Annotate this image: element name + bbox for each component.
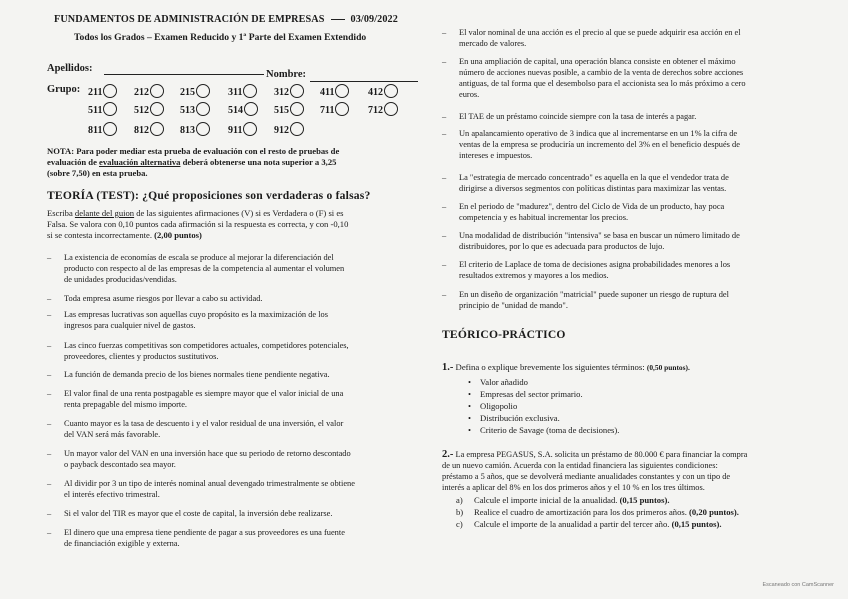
question-2-line: préstamo a 5 años, que se devolverá mediante anualidades constantes y con un tipo de <box>442 472 731 481</box>
item-text-line: El valor nominal de una acción es el precio al que se puede adquirir esa acción en el <box>459 28 741 37</box>
item-text-line: Las empresas lucrativas son aquellas cuyo propósito es la maximización de los <box>64 310 328 319</box>
item-text-line: número de acciones nuevas posible, a cambio de la venta de derechos sobre acciones <box>459 68 744 77</box>
group-option-712[interactable] <box>368 102 398 116</box>
sub-label: c) <box>456 519 463 529</box>
item-text-line: Un mayor valor del VAN en una inversión hace que su periodo de retorno descontado <box>64 449 351 458</box>
item-text-line: El criterio de Laplace de toma de decisiones asigna probabilidades menores a los <box>459 260 731 269</box>
question-2-line: interés a aplicar del 8% en los dos primeros años y el 10 % en los tres últimos. <box>442 483 705 492</box>
item-text-line: intereses e impuestos. <box>459 151 533 160</box>
question-number: 2.- <box>442 449 454 460</box>
apellidos-field[interactable] <box>104 62 264 75</box>
item-text-line: La "estrategia de mercado concentrado" es aquella en la que el vendedor trata de <box>459 173 729 182</box>
sub-points: (0,20 puntos). <box>689 507 739 517</box>
group-option-912[interactable] <box>274 122 304 136</box>
test-item <box>442 289 819 311</box>
item-text-line: competencia y es habitual incrementar los precios. <box>459 213 629 222</box>
group-code: 811 <box>88 125 103 136</box>
item-text-line: antiguas, de tal forma que el desembolso para el accionista sea lo más próximo a cero <box>459 79 746 88</box>
test-item <box>47 340 434 362</box>
apellidos-label: Apellidos: <box>47 63 93 74</box>
item-dash: – <box>47 419 52 428</box>
item-text-line: Cuanto mayor es la tasa de descuento i y el valor residual de una inversión, el valor <box>64 419 344 428</box>
term-item: • Valor añadido <box>460 376 528 388</box>
item-text-line: La función de demanda precio de los bienes normales tiene pendiente negativa. <box>64 370 330 379</box>
item-dash: – <box>47 509 52 518</box>
item-dash: – <box>47 389 52 398</box>
group-radio[interactable] <box>150 84 164 98</box>
item-text-line: mercado de valores. <box>459 39 527 48</box>
item-text-line: dirigirse a diversos segmentos con políticas distintas para maximizar las ventas. <box>459 184 727 193</box>
test-item <box>442 27 819 49</box>
group-radio[interactable] <box>196 84 210 98</box>
group-code: 512 <box>134 105 149 116</box>
group-option-513[interactable] <box>180 102 210 116</box>
group-option-813[interactable] <box>180 122 210 136</box>
group-code: 515 <box>274 105 289 116</box>
group-code: 211 <box>88 87 103 98</box>
item-dash: – <box>442 173 447 182</box>
test-item <box>47 448 434 470</box>
group-radio[interactable] <box>335 84 349 98</box>
group-option-211[interactable] <box>88 84 117 98</box>
item-dash: – <box>442 202 447 211</box>
test-item <box>47 527 434 549</box>
item-text-line: o payback descontado sea mayor. <box>64 460 176 469</box>
group-radio[interactable] <box>243 122 257 136</box>
question-2-line: de un nuevo camión. Acuerda con la entidad financiera las siguientes condiciones: <box>442 461 718 470</box>
group-option-812[interactable] <box>134 122 164 136</box>
item-text-line: ventas de la empresa se produciría un incremento del 3% en el beneficio después de <box>459 140 740 149</box>
item-text-line: Toda empresa asume riesgos por llevar a cabo su actividad. <box>64 294 263 303</box>
item-dash: – <box>442 129 447 138</box>
item-text-line: Las cinco fuerzas competitivas son competidores actuales, competidores potenciales, <box>64 341 349 350</box>
scanner-watermark: Escaneado con CamScanner <box>762 582 834 588</box>
exam-date: 03/09/2022 <box>350 14 398 25</box>
question-2-line <box>442 449 747 460</box>
item-dash: – <box>442 57 447 66</box>
item-dash: – <box>47 370 52 379</box>
item-text-line: distribuidores, por lo que es adecuada para productos de lujo. <box>459 242 665 251</box>
item-text-line: En un diseño de organización "matricial" puede suponer un riesgo de ruptura del <box>459 290 729 299</box>
term-item: • Criterio de Savage (toma de decisiones). <box>460 424 619 436</box>
group-radio[interactable] <box>290 102 304 116</box>
sub-points: (0,15 puntos). <box>619 495 670 505</box>
group-option-312[interactable] <box>274 84 304 98</box>
test-item <box>47 508 434 519</box>
test-item <box>47 388 434 410</box>
sub-points: (0,15 puntos). <box>671 519 722 529</box>
group-option-412[interactable] <box>368 84 398 98</box>
item-text-line: proveedores, clientes y productos sustitutivos. <box>64 352 219 361</box>
item-text-line: En el periodo de "madurez", dentro del Ciclo de Vida de un producto, hay poca <box>459 202 725 211</box>
item-text-line: Una modalidad de distribución "intensiva" se basa en buscar un número limitado de <box>459 231 740 240</box>
group-code: 212 <box>134 87 149 98</box>
sub-text: Realice el cuadro de amortización para los dos primeros años. <box>474 507 690 517</box>
exam-title: FUNDAMENTOS DE ADMINISTRACIÓN DE EMPRESAS 03/09/2022 <box>54 14 398 25</box>
group-radio[interactable] <box>243 84 257 98</box>
item-text-line: El TAE de un préstamo coincide siempre con la tasa de interés a pagar. <box>459 112 697 121</box>
item-dash: – <box>47 449 52 458</box>
item-dash: – <box>442 112 447 121</box>
item-dash: – <box>47 528 52 537</box>
term-item: • Empresas del sector primario. <box>460 388 583 400</box>
group-option-711[interactable] <box>320 102 349 116</box>
group-code: 215 <box>180 87 195 98</box>
exam-subtitle: Todos los Grados – Examen Reducido y 1ª Parte del Examen Extendido <box>74 32 367 43</box>
item-text-line: ingresos para cualquier nivel de gastos. <box>64 321 196 330</box>
item-text-line: del VAN será más favorable. <box>64 430 161 439</box>
term-item: • Oligopolio <box>460 400 517 412</box>
item-text-line: En una ampliación de capital, una operación blanca consiste en obtener el máximo <box>459 57 736 66</box>
group-option-512[interactable] <box>134 102 164 116</box>
group-option-911[interactable] <box>228 122 257 136</box>
item-text-line: euros. <box>459 90 480 99</box>
group-code: 412 <box>368 87 383 98</box>
group-option-514[interactable] <box>228 102 258 116</box>
group-radio[interactable] <box>103 122 117 136</box>
item-text-line: renta prepagable del mismo importe. <box>64 400 188 409</box>
group-option-311[interactable] <box>228 84 257 98</box>
group-option-515[interactable] <box>274 102 304 116</box>
group-radio[interactable] <box>196 102 210 116</box>
group-option-811[interactable] <box>88 122 117 136</box>
item-dash: – <box>47 479 52 488</box>
group-code: 511 <box>88 105 103 116</box>
sub-question <box>448 495 669 506</box>
teoria-heading: TEORÍA (TEST): ¿Qué proposiciones son verdaderas o falsas? <box>47 189 371 202</box>
item-dash: – <box>47 253 52 262</box>
item-text-line: La existencia de economías de escala se produce al mejorar la diferenciación del <box>64 253 334 262</box>
item-text-line: El valor final de una renta postpagable es siempre mayor que el valor inicial de una <box>64 389 344 398</box>
group-code: 911 <box>228 125 243 136</box>
test-item <box>47 309 434 331</box>
nombre-label: Nombre: <box>266 69 307 80</box>
practico-heading: TEÓRICO-PRÁCTICO <box>442 328 566 341</box>
group-code: 312 <box>274 87 289 98</box>
group-radio[interactable] <box>384 102 398 116</box>
sub-text: Calcule el importe de la anualidad a partir del tercer año. <box>474 519 672 529</box>
group-radio[interactable] <box>244 102 258 116</box>
test-item <box>442 259 819 281</box>
item-text-line: Si el valor del TIR es mayor que el coste de capital, la inversión debe realizarse. <box>64 509 333 518</box>
term-item: • Distribución exclusiva. <box>460 412 560 424</box>
item-dash: – <box>442 231 447 240</box>
test-item <box>442 201 819 223</box>
test-item <box>442 230 819 252</box>
group-radio[interactable] <box>150 102 164 116</box>
item-text-line: El dinero que una empresa tiene pendiente de pagar a sus proveedores es una fuente <box>64 528 345 537</box>
sub-question <box>448 507 739 518</box>
grupo-label: Grupo: <box>47 84 81 95</box>
item-dash: – <box>442 260 447 269</box>
test-item <box>47 369 434 380</box>
group-code: 711 <box>320 105 335 116</box>
item-dash: – <box>442 28 447 37</box>
test-item <box>47 252 434 285</box>
group-option-215[interactable] <box>180 84 210 98</box>
group-option-212[interactable] <box>134 84 164 98</box>
group-code: 712 <box>368 105 383 116</box>
teoria-instructions: Escriba delante del guion de las siguientes afirmaciones (V) si es Verdadera o (F) si es Falsa. Se valora con 0,10 puntos cada afirmación si la respuesta es correcta, y con -0,10 si se contesta incorrectamente. (2,00 puntos) <box>47 208 349 240</box>
item-text-line: Al dividir por 3 un tipo de interés nominal anual devengado trimestralmente se obtiene <box>64 479 355 488</box>
item-text-line: de financiación exigible y externa. <box>64 539 180 548</box>
item-text-line: producto con respecto al de las empresas de la competencia al aumentar el volumen <box>64 264 345 273</box>
item-dash: – <box>47 310 52 319</box>
sub-label: b) <box>456 507 464 517</box>
group-radio[interactable] <box>103 102 117 116</box>
question-1: 1.- Defina o explique brevemente los siguientes términos: (0,50 puntos). <box>442 362 690 373</box>
group-code: 812 <box>134 125 149 136</box>
sub-question <box>448 519 721 530</box>
group-radio[interactable] <box>290 122 304 136</box>
test-item <box>47 418 434 440</box>
test-item <box>47 478 434 500</box>
test-item <box>442 56 819 100</box>
group-code: 514 <box>228 105 243 116</box>
item-dash: – <box>442 290 447 299</box>
sub-label: a) <box>456 495 463 505</box>
test-item <box>442 128 819 161</box>
item-text-line: resultados extremos y mayores a los medios. <box>459 271 609 280</box>
nombre-field[interactable] <box>310 69 418 82</box>
group-radio[interactable] <box>150 122 164 136</box>
group-option-511[interactable] <box>88 102 117 116</box>
item-text-line: principio de "unidad de mando". <box>459 301 568 310</box>
group-code: 912 <box>274 125 289 136</box>
group-code: 411 <box>320 87 335 98</box>
group-radio[interactable] <box>196 122 210 136</box>
sub-text: Calcule el importe inicial de la anualidad. <box>474 495 620 505</box>
question-text: La empresa PEGASUS, S.A. solicita un préstamo de 80.000 € para financiar la compra <box>453 450 748 459</box>
group-option-411[interactable] <box>320 84 349 98</box>
group-radio[interactable] <box>384 84 398 98</box>
group-radio[interactable] <box>103 84 117 98</box>
item-dash: – <box>47 294 52 303</box>
item-text-line: el interés efectivo trimestral. <box>64 490 160 499</box>
test-item <box>47 293 434 304</box>
group-radio[interactable] <box>290 84 304 98</box>
group-code: 813 <box>180 125 195 136</box>
item-dash: – <box>47 341 52 350</box>
test-item <box>442 111 819 122</box>
item-text-line: de unidades producidas/vendidas. <box>64 275 177 284</box>
nota-block: NOTA: Para poder mediar esta prueba de evaluación con el resto de pruebas de evaluación de evaluación alternativa deberá obtenerse una nota superior a 3,25 (sobre 7,50) en esta prueba. <box>47 146 340 178</box>
group-code: 513 <box>180 105 195 116</box>
item-text-line: Un apalancamiento operativo de 3 indica que al incrementarse en un 1% la cifra de <box>459 129 738 138</box>
test-item <box>442 172 819 194</box>
group-code: 311 <box>228 87 243 98</box>
group-radio[interactable] <box>335 102 349 116</box>
